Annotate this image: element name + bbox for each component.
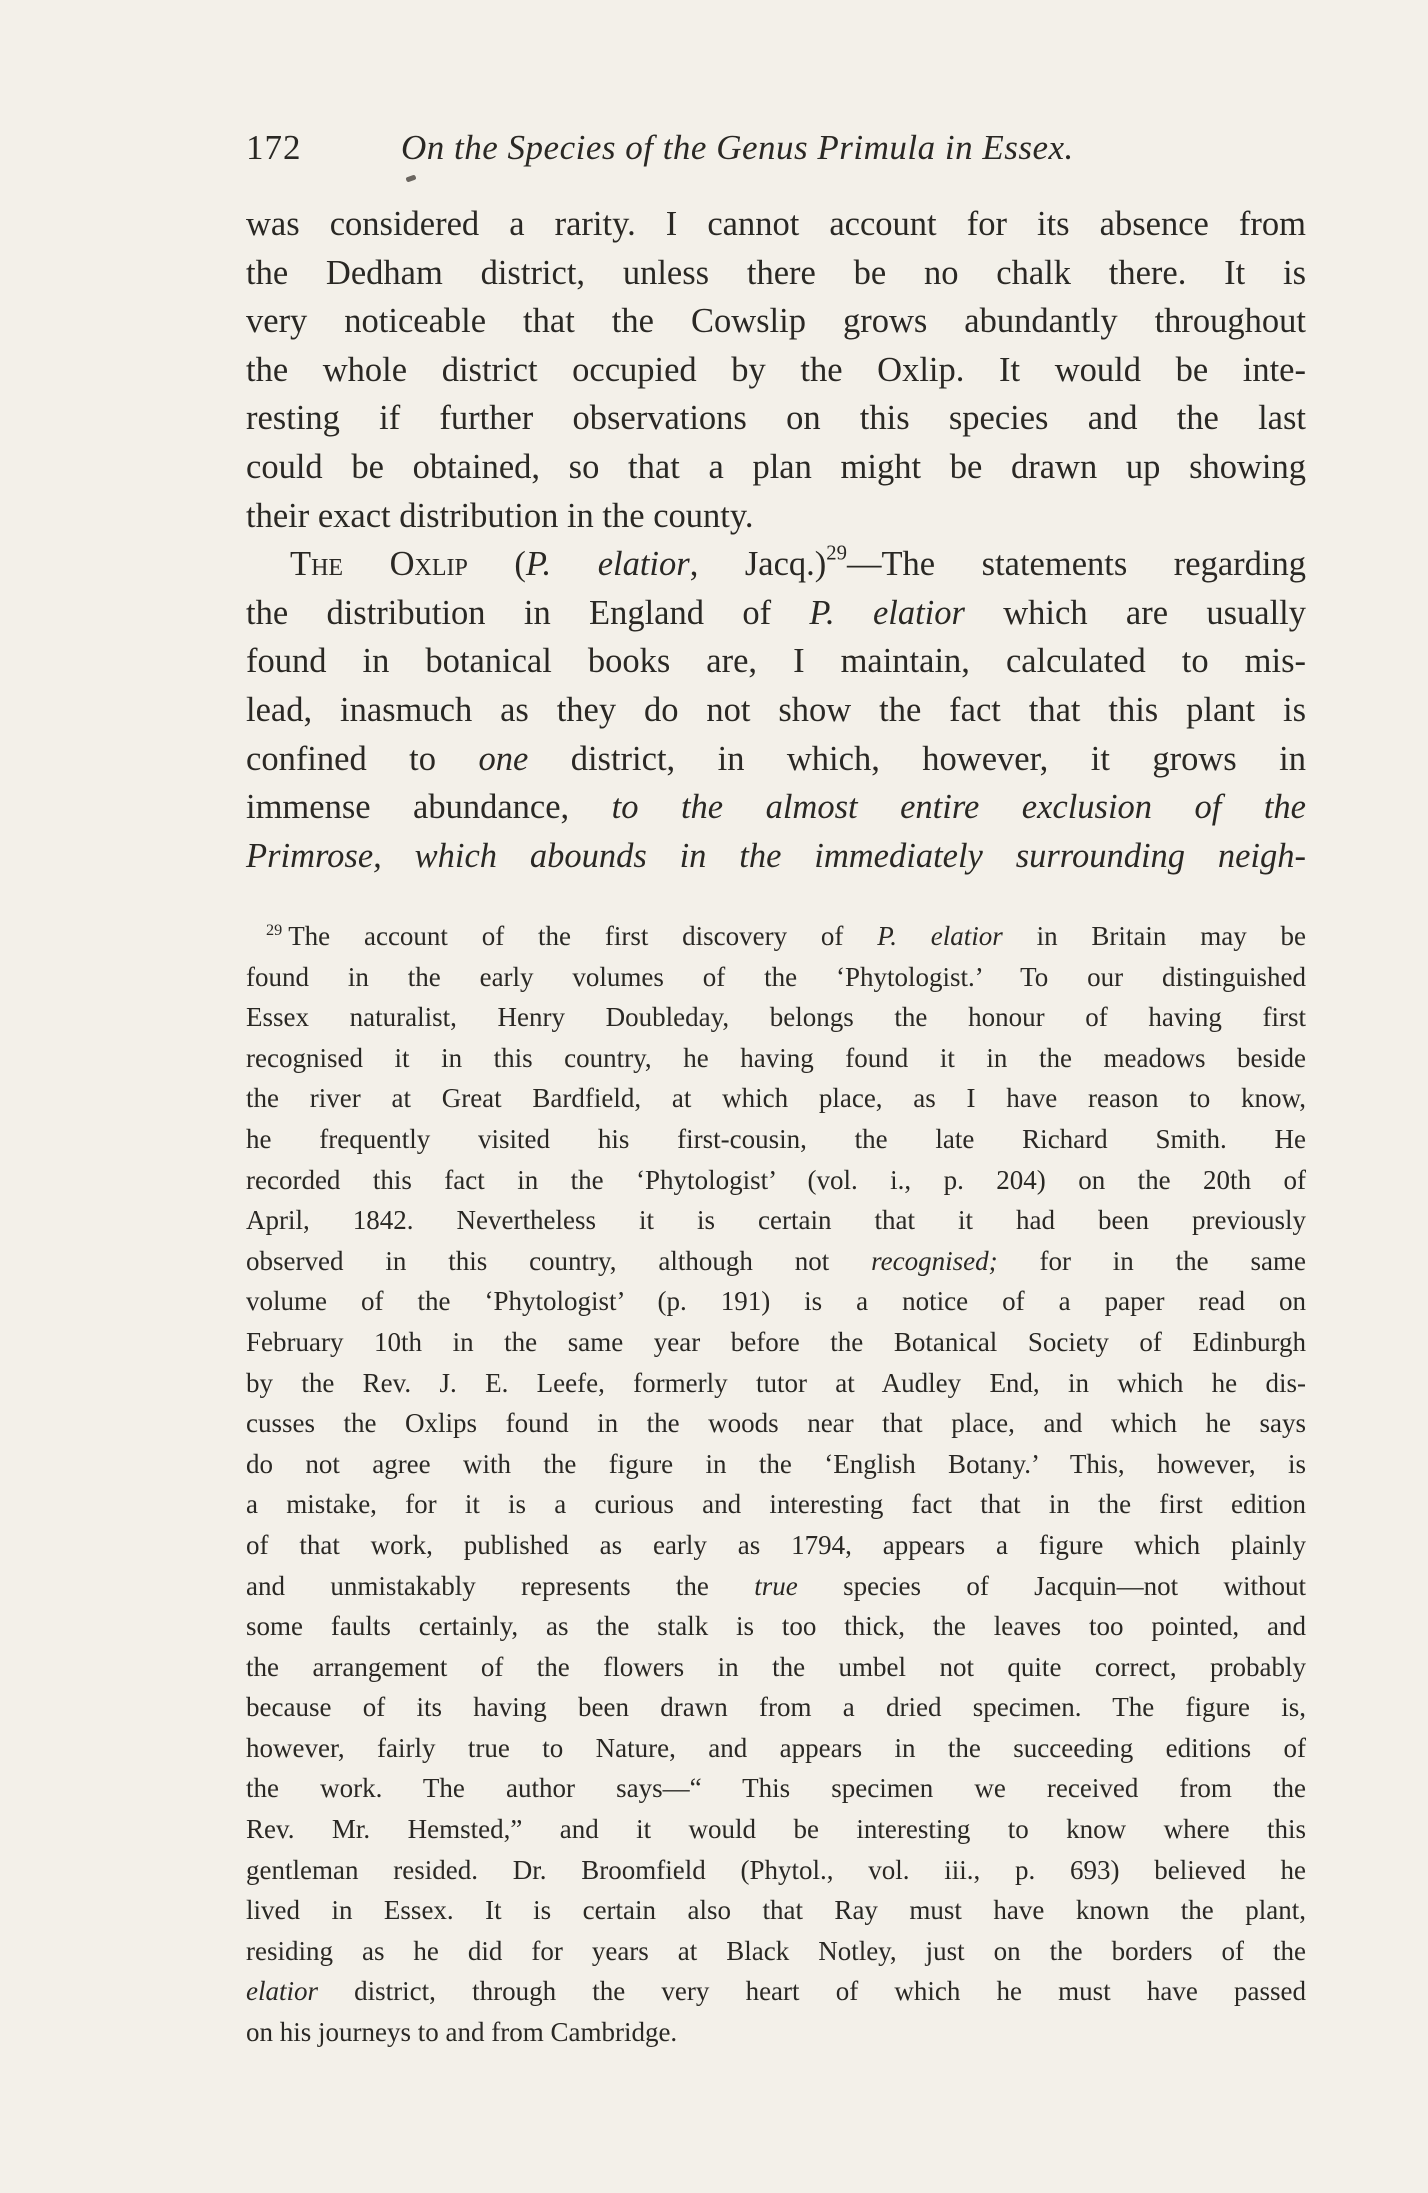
footnote-line: Essex naturalist, Henry Doubleday, belongs the honour of having first [246, 1002, 1306, 1033]
footnote-line: on his journeys to and from Cambridge. [246, 2017, 678, 2048]
footnote-line: the work. The author says—“ This specimen we received from the [246, 1773, 1306, 1804]
body-line: The Oxlip (P. elatior, Jacq.)$^{29}$—The statements regarding [290, 542, 1306, 584]
body-line: the distribution in England of P. elatior which are usually [246, 593, 1306, 632]
footnote-line: volume of the ‘Phytologist’ (p. 191) is a notice of a paper read on [246, 1286, 1306, 1317]
footnote-line: however, fairly true to Nature, and appears in the succeeding editions of [246, 1732, 1306, 1763]
footnote-line: recognised it in this country, he having found it in the meadows beside [246, 1042, 1306, 1073]
footnote-line: of that work, published as early as 1794, appears a figure which plainly [246, 1529, 1306, 1560]
footnote-line: cusses the Oxlips found in the woods near that place, and which he says [246, 1408, 1306, 1439]
footnote-line: he frequently visited his first-cousin, the late Richard Smith. He [246, 1123, 1306, 1154]
footnote-line: $^{29}$ The account of the first discovery of P. elatior in Britain may be [266, 921, 1306, 951]
footnote-line: Rev. Mr. Hemsted,” and it would be interesting to know where this [246, 1814, 1306, 1845]
body-line: was considered a rarity. I cannot account for its absence from [246, 205, 1306, 243]
body-text [246, 200, 1306, 880]
footnote-line: and unmistakably represents the true species of Jacquin—not without [246, 1570, 1306, 1601]
footnote-line: the arrangement of the flowers in the umbel not quite correct, probably [246, 1651, 1306, 1682]
body-line: lead, inasmuch as they do not show the fact that this plant is [246, 690, 1306, 729]
footnote-line: observed in this country, although not recognised; for in the same [246, 1245, 1306, 1276]
footnote-line: February 10th in the same year before the Botanical Society of Edinburgh [246, 1326, 1306, 1357]
body-line: the whole district occupied by the Oxlip. It would be inte- [246, 350, 1306, 389]
footnote-line: elatior district, through the very heart of which he must have passed [246, 1976, 1306, 2007]
footnote-line: residing as he did for years at Black Notley, just on the borders of the [246, 1935, 1306, 1966]
body-line: Primrose, which abounds in the immediately surrounding neigh- [246, 836, 1306, 875]
running-title: On the Species of the Genus Primula in Essex. [401, 128, 1074, 167]
footnote-ref: 29 [826, 542, 847, 565]
footnote-line: the river at Great Bardfield, at which place, as I have reason to know, [246, 1083, 1306, 1114]
species-name: P. elatior [525, 545, 690, 584]
footnote-line: found in the early volumes of the ‘Phytologist.’ To our distinguished [246, 961, 1306, 992]
running-head [246, 128, 1306, 178]
footnote-line: lived in Essex. It is certain also that Ray must have known the plant, [246, 1895, 1306, 1926]
section-heading: The Oxlip [290, 545, 468, 584]
body-line: resting if further observations on this species and the last [246, 399, 1306, 438]
body-line: confined to one district, in which, however, it grows in [246, 739, 1306, 778]
body-line: found in botanical books are, I maintain, calculated to mis- [246, 642, 1306, 681]
paragraph-cowslip [246, 200, 1306, 540]
paragraph-oxlip [246, 540, 1306, 880]
footnote-line: April, 1842. Nevertheless it is certain that it had been previously [246, 1205, 1306, 1236]
footnote-line: some faults certainly, as the stalk is too thick, the leaves too pointed, and [246, 1611, 1306, 1642]
body-line: immense abundance, to the almost entire exclusion of the [246, 788, 1306, 827]
body-line: could be obtained, so that a plan might be drawn up showing [246, 447, 1306, 486]
page-number: 172 [246, 128, 302, 167]
body-line: the Dedham district, unless there be no chalk there. It is [246, 253, 1306, 292]
footnote-line: a mistake, for it is a curious and interesting fact that in the first edition [246, 1489, 1306, 1520]
footnote-line: gentleman resided. Dr. Broomfield (Phytol., vol. iii., p. 693) believed he [246, 1854, 1306, 1885]
footnote-marker: 29 [266, 921, 283, 940]
footnote-line: recorded this fact in the ‘Phytologist’ (vol. i., p. 204) on the 20th of [246, 1164, 1306, 1195]
body-line: very noticeable that the Cowslip grows abundantly throughout [246, 302, 1306, 341]
footnote-line: by the Rev. J. E. Leefe, formerly tutor at Audley End, in which he dis- [246, 1367, 1306, 1398]
footnote-line: because of its having been drawn from a dried specimen. The figure is, [246, 1692, 1306, 1723]
body-line: their exact distribution in the county. [246, 496, 754, 535]
footnote [246, 916, 1306, 2053]
footnote-line: do not agree with the figure in the ‘English Botany.’ This, however, is [246, 1448, 1306, 1479]
